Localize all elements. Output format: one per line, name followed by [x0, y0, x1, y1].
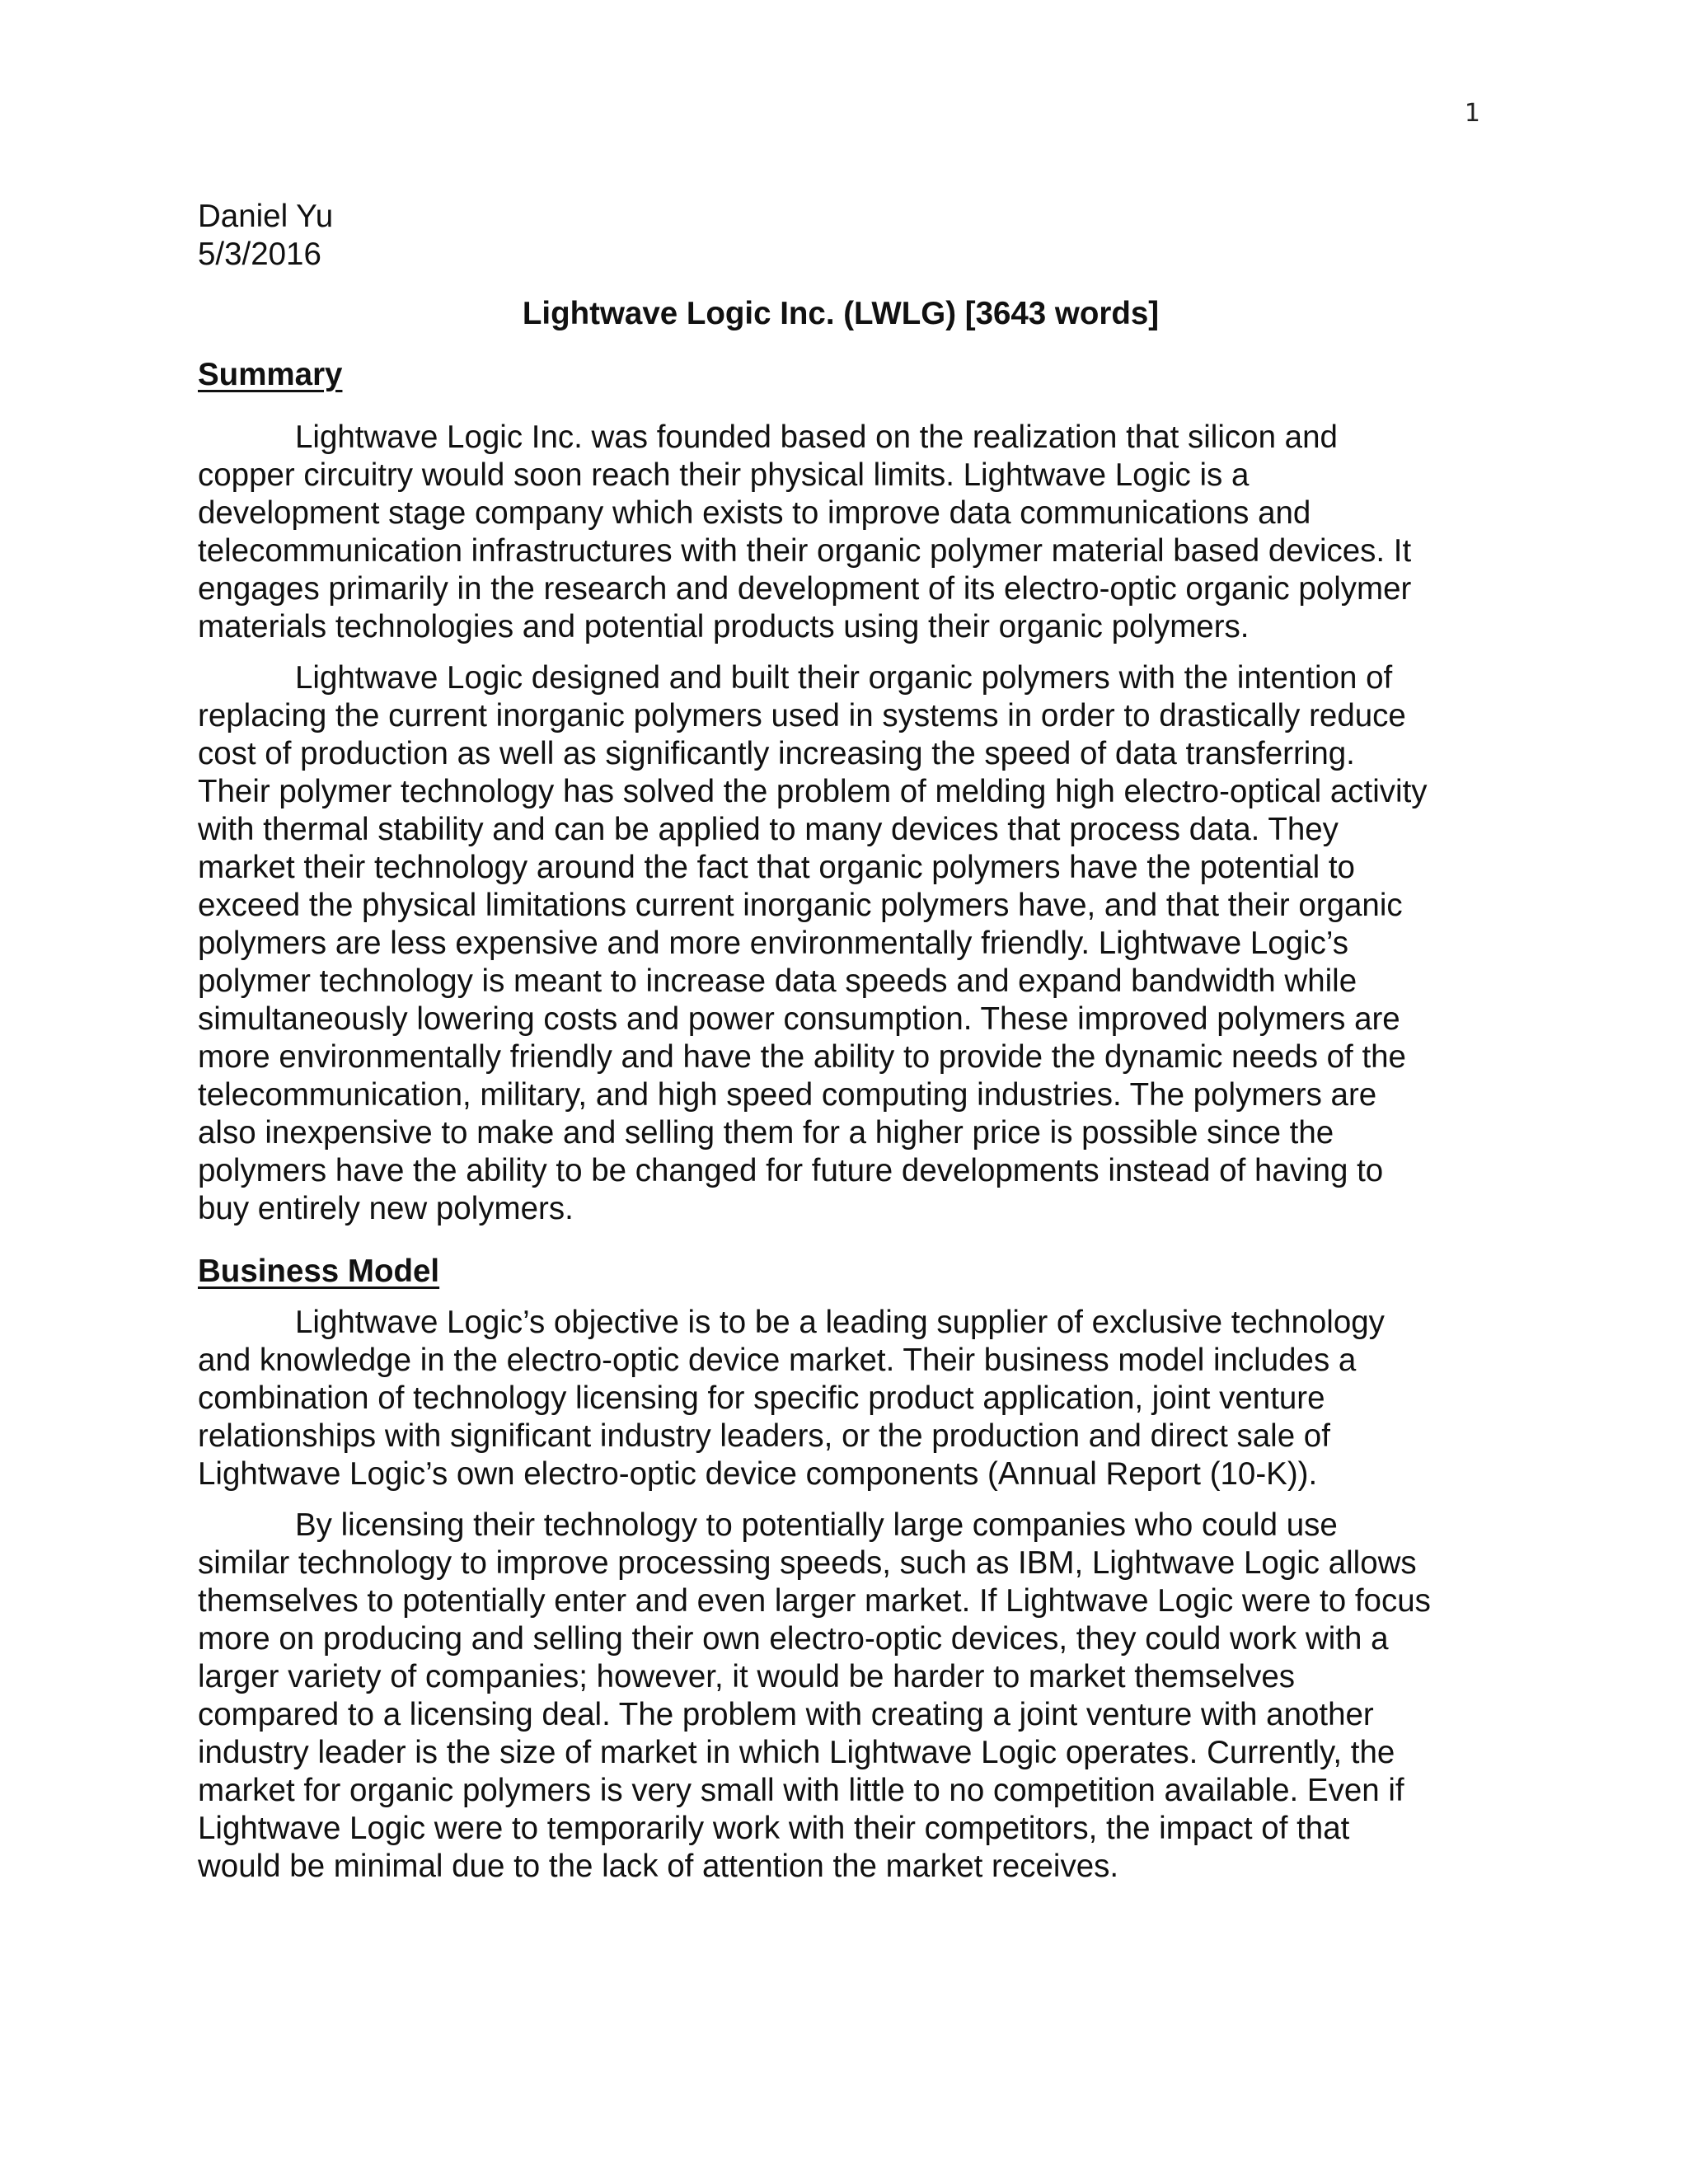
- text-line: development stage company which exists to improve data communications and: [198, 495, 1311, 531]
- text-line: industry leader is the size of market in which Lightwave Logic operates. Currently, the: [198, 1735, 1395, 1770]
- text-line: also inexpensive to make and selling them for a higher price is possible since the: [198, 1115, 1334, 1151]
- document-body: [198, 198, 1484, 1886]
- paragraph: [198, 1304, 1484, 1493]
- text-line: telecommunication infrastructures with their organic polymer material based devices. It: [198, 533, 1412, 569]
- paragraph: [198, 419, 1484, 646]
- text-line: Lightwave Logic were to temporarily work with their competitors, the impact of that: [198, 1811, 1350, 1846]
- text-line: Their polymer technology has solved the problem of melding high electro-optical activity: [198, 774, 1428, 809]
- paragraph: [198, 1507, 1484, 1886]
- text-line: more on producing and selling their own electro-optic devices, they could work with a: [198, 1621, 1389, 1657]
- text-line: similar technology to improve processing speeds, such as IBM, Lightwave Logic allows: [198, 1545, 1417, 1581]
- text-line: Lightwave Logic designed and built their organic polymers with the intention of: [295, 660, 1393, 696]
- text-line: By licensing their technology to potentially large companies who could use: [295, 1507, 1338, 1543]
- text-line: relationships with significant industry leaders, or the production and direct sale of: [198, 1418, 1330, 1454]
- page-number: 1: [1464, 99, 1480, 128]
- text-line: materials technologies and potential products using their organic polymers.: [198, 609, 1250, 644]
- text-line: cost of production as well as significantly increasing the speed of data transferring.: [198, 736, 1355, 771]
- document-date: 5/3/2016: [198, 237, 321, 272]
- text-line: buy entirely new polymers.: [198, 1191, 574, 1226]
- text-line: market for organic polymers is very small with little to no competition available. Even if: [198, 1773, 1404, 1808]
- author-name: Daniel Yu: [198, 199, 334, 234]
- text-line: Lightwave Logic Inc. was founded based on the realization that silicon and: [295, 419, 1338, 455]
- document-title: Lightwave Logic Inc. (LWLG) [3643 words]: [522, 296, 1160, 331]
- text-line: more environmentally friendly and have the ability to provide the dynamic needs of the: [198, 1039, 1406, 1075]
- text-line: and knowledge in the electro-optic device market. Their business model includes a: [198, 1343, 1357, 1378]
- text-line: market their technology around the fact that organic polymers have the potential to: [198, 850, 1355, 885]
- text-line: exceed the physical limitations current inorganic polymers have, and that their organic: [198, 888, 1403, 923]
- section-heading-business-model: Business Model: [198, 1254, 440, 1289]
- section-heading-summary: Summary: [198, 357, 343, 392]
- text-line: polymers have the ability to be changed for future developments instead of having to: [198, 1153, 1384, 1188]
- text-line: engages primarily in the research and development of its electro-optic organic polymer: [198, 571, 1412, 607]
- text-line: would be minimal due to the lack of attention the market receives.: [198, 1849, 1119, 1884]
- text-line: simultaneously lowering costs and power consumption. These improved polymers are: [198, 1001, 1400, 1037]
- text-line: larger variety of companies; however, it would be harder to market themselves: [198, 1659, 1296, 1694]
- text-line: combination of technology licensing for specific product application, joint venture: [198, 1380, 1325, 1416]
- paragraph: [198, 659, 1484, 1228]
- text-line: with thermal stability and can be applied to many devices that process data. They: [198, 812, 1339, 847]
- text-line: polymer technology is meant to increase data speeds and expand bandwidth while: [198, 963, 1357, 999]
- text-line: copper circuitry would soon reach their physical limits. Lightwave Logic is a: [198, 457, 1250, 493]
- text-line: Lightwave Logic’s own electro-optic device components (Annual Report (10-K)).: [198, 1456, 1318, 1492]
- text-line: polymers are less expensive and more environmentally friendly. Lightwave Logic’s: [198, 926, 1348, 961]
- text-line: themselves to potentially enter and even larger market. If Lightwave Logic were to focus: [198, 1583, 1431, 1619]
- text-line: telecommunication, military, and high speed computing industries. The polymers are: [198, 1077, 1377, 1113]
- text-line: replacing the current inorganic polymers used in systems in order to drastically reduce: [198, 698, 1406, 733]
- text-line: compared to a licensing deal. The problem with creating a joint venture with another: [198, 1697, 1374, 1732]
- text-line: Lightwave Logic’s objective is to be a leading supplier of exclusive technology: [295, 1305, 1385, 1340]
